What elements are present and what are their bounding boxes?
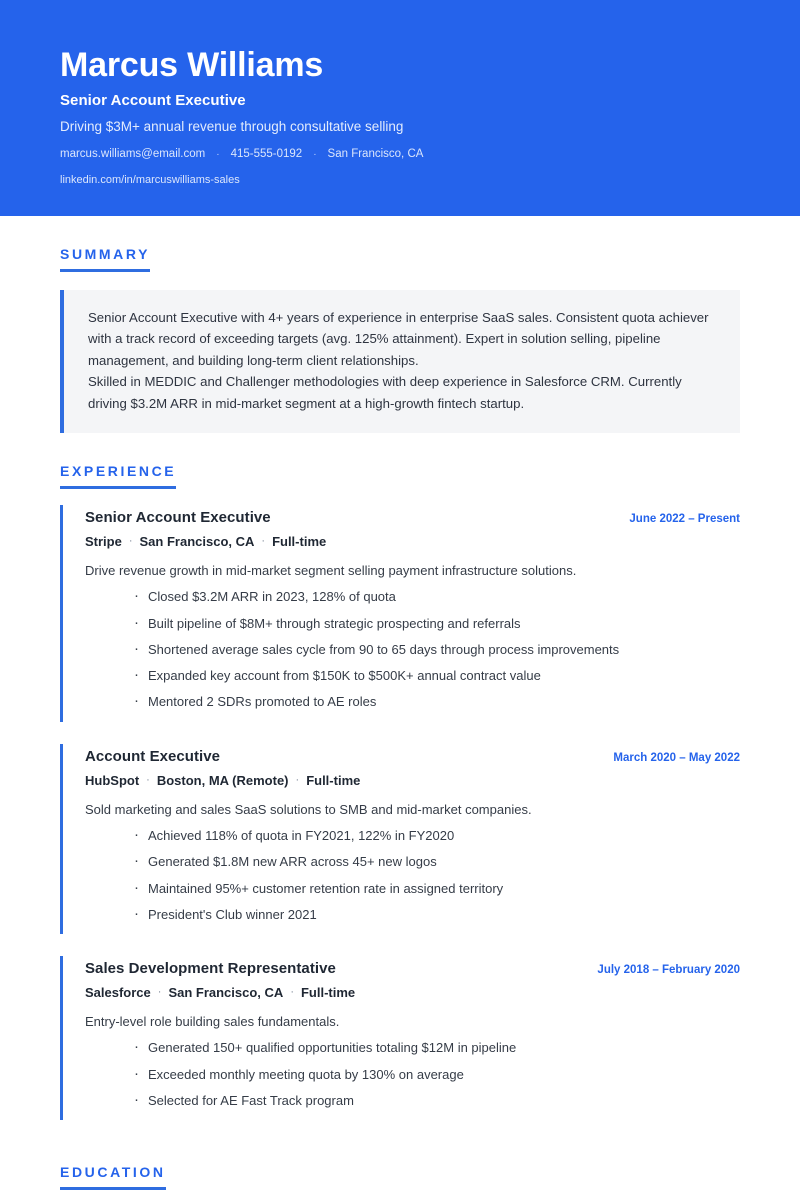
experience-entry-header xyxy=(85,509,740,526)
meta-separator-icon: · xyxy=(261,535,266,548)
job-bullet-list xyxy=(85,826,740,924)
job-bullet: · Achieved 118% of quota in FY2021, 122% in FY2020 xyxy=(133,826,740,845)
section-experience xyxy=(60,463,740,1120)
job-location: Boston, MA (Remote) xyxy=(156,772,289,788)
job-employment-type: Full-time xyxy=(300,984,356,1000)
section-heading-education: EDUCATION xyxy=(60,1164,166,1190)
job-bullet: · Generated 150+ qualified opportunities totaling $12M in pipeline xyxy=(133,1038,740,1057)
section-heading-experience: EXPERIENCE xyxy=(60,463,176,489)
job-meta xyxy=(85,985,740,1000)
experience-list xyxy=(60,505,740,1120)
summary-box xyxy=(60,290,740,433)
job-bullet: · Mentored 2 SDRs promoted to AE roles xyxy=(133,692,740,711)
job-bullet-list xyxy=(85,1038,740,1110)
job-title: Sales Development Representative xyxy=(85,959,336,977)
job-location: San Francisco, CA xyxy=(139,533,255,549)
job-description: Drive revenue growth in mid-market segment selling payment infrastructure solutions. xyxy=(85,562,577,578)
job-location: San Francisco, CA xyxy=(168,984,284,1000)
job-bullet: · Built pipeline of $8M+ through strategic prospecting and referrals xyxy=(133,614,740,633)
contact-location: San Francisco, CA xyxy=(327,148,424,161)
job-dates: March 2020 – May 2022 xyxy=(613,751,740,764)
job-dates: June 2022 – Present xyxy=(629,512,740,525)
job-employment-type: Full-time xyxy=(306,772,361,788)
job-title: Account Executive xyxy=(85,747,221,765)
job-company: HubSpot xyxy=(85,772,140,788)
section-summary xyxy=(60,246,740,433)
candidate-name: Marcus Williams xyxy=(60,46,324,84)
job-employment-type: Full-time xyxy=(272,533,327,549)
contact-linkedin[interactable]: linkedin.com/in/marcuswilliams-sales xyxy=(60,174,240,187)
job-meta xyxy=(85,534,740,549)
job-bullet-list xyxy=(85,587,740,711)
contact-separator-icon: · xyxy=(216,148,220,160)
job-company: Stripe xyxy=(85,533,122,549)
job-description: Entry-level role building sales fundamentals. xyxy=(85,1013,340,1029)
job-bullet: · Maintained 95%+ customer retention rate in assigned territory xyxy=(133,879,740,898)
contact-email[interactable]: marcus.williams@email.com xyxy=(60,148,206,161)
meta-separator-icon: · xyxy=(295,774,300,787)
section-heading-summary: SUMMARY xyxy=(60,246,150,272)
experience-entry xyxy=(60,505,740,722)
job-company: Salesforce xyxy=(85,984,151,1000)
job-bullet: · President's Club winner 2021 xyxy=(133,905,740,924)
experience-entry xyxy=(60,744,740,934)
experience-entry-header xyxy=(85,748,740,765)
section-education xyxy=(60,1164,740,1190)
resume-header xyxy=(0,0,800,216)
meta-separator-icon: · xyxy=(146,774,150,787)
contact-phone[interactable]: 415-555-0192 xyxy=(230,148,303,161)
summary-paragraph: Skilled in MEDDIC and Challenger methodologies with deep experience in Salesforce CRM. Currently driving $3.2M ARR in mid-market segment at a high-growth fintech startup. xyxy=(88,374,682,411)
summary-paragraph: Senior Account Executive with 4+ years of experience in enterprise SaaS sales. Consistent quota achiever with a track record of exceeding targets (avg. 125% attainment). Expert in solution selling, pipeline management, and building long-term client relationships. xyxy=(88,310,709,368)
resume-body xyxy=(0,246,800,1190)
job-bullet: · Generated $1.8M new ARR across 45+ new logos xyxy=(133,852,740,871)
meta-separator-icon: · xyxy=(157,986,162,999)
job-bullet: · Expanded key account from $150K to $500K+ annual contract value xyxy=(133,666,740,685)
candidate-job-title: Senior Account Executive xyxy=(60,92,246,110)
meta-separator-icon: · xyxy=(128,535,133,548)
meta-separator-icon: · xyxy=(290,986,294,999)
job-bullet: · Shortened average sales cycle from 90 to 65 days through process improvements xyxy=(133,640,740,659)
job-dates: July 2018 – February 2020 xyxy=(597,963,740,976)
job-bullet: · Exceeded monthly meeting quota by 130% on average xyxy=(133,1065,740,1084)
experience-entry xyxy=(60,956,740,1120)
job-title: Senior Account Executive xyxy=(85,508,271,526)
contact-info-row xyxy=(60,148,740,160)
experience-entry-header xyxy=(85,960,740,977)
contact-separator-icon: · xyxy=(313,148,317,160)
job-meta xyxy=(85,773,740,788)
job-bullet: · Closed $3.2M ARR in 2023, 128% of quota xyxy=(133,587,740,606)
job-description: Sold marketing and sales SaaS solutions to SMB and mid-market companies. xyxy=(85,801,532,817)
candidate-tagline: Driving $3M+ annual revenue through consultative selling xyxy=(60,119,404,135)
job-bullet: · Selected for AE Fast Track program xyxy=(133,1091,740,1110)
